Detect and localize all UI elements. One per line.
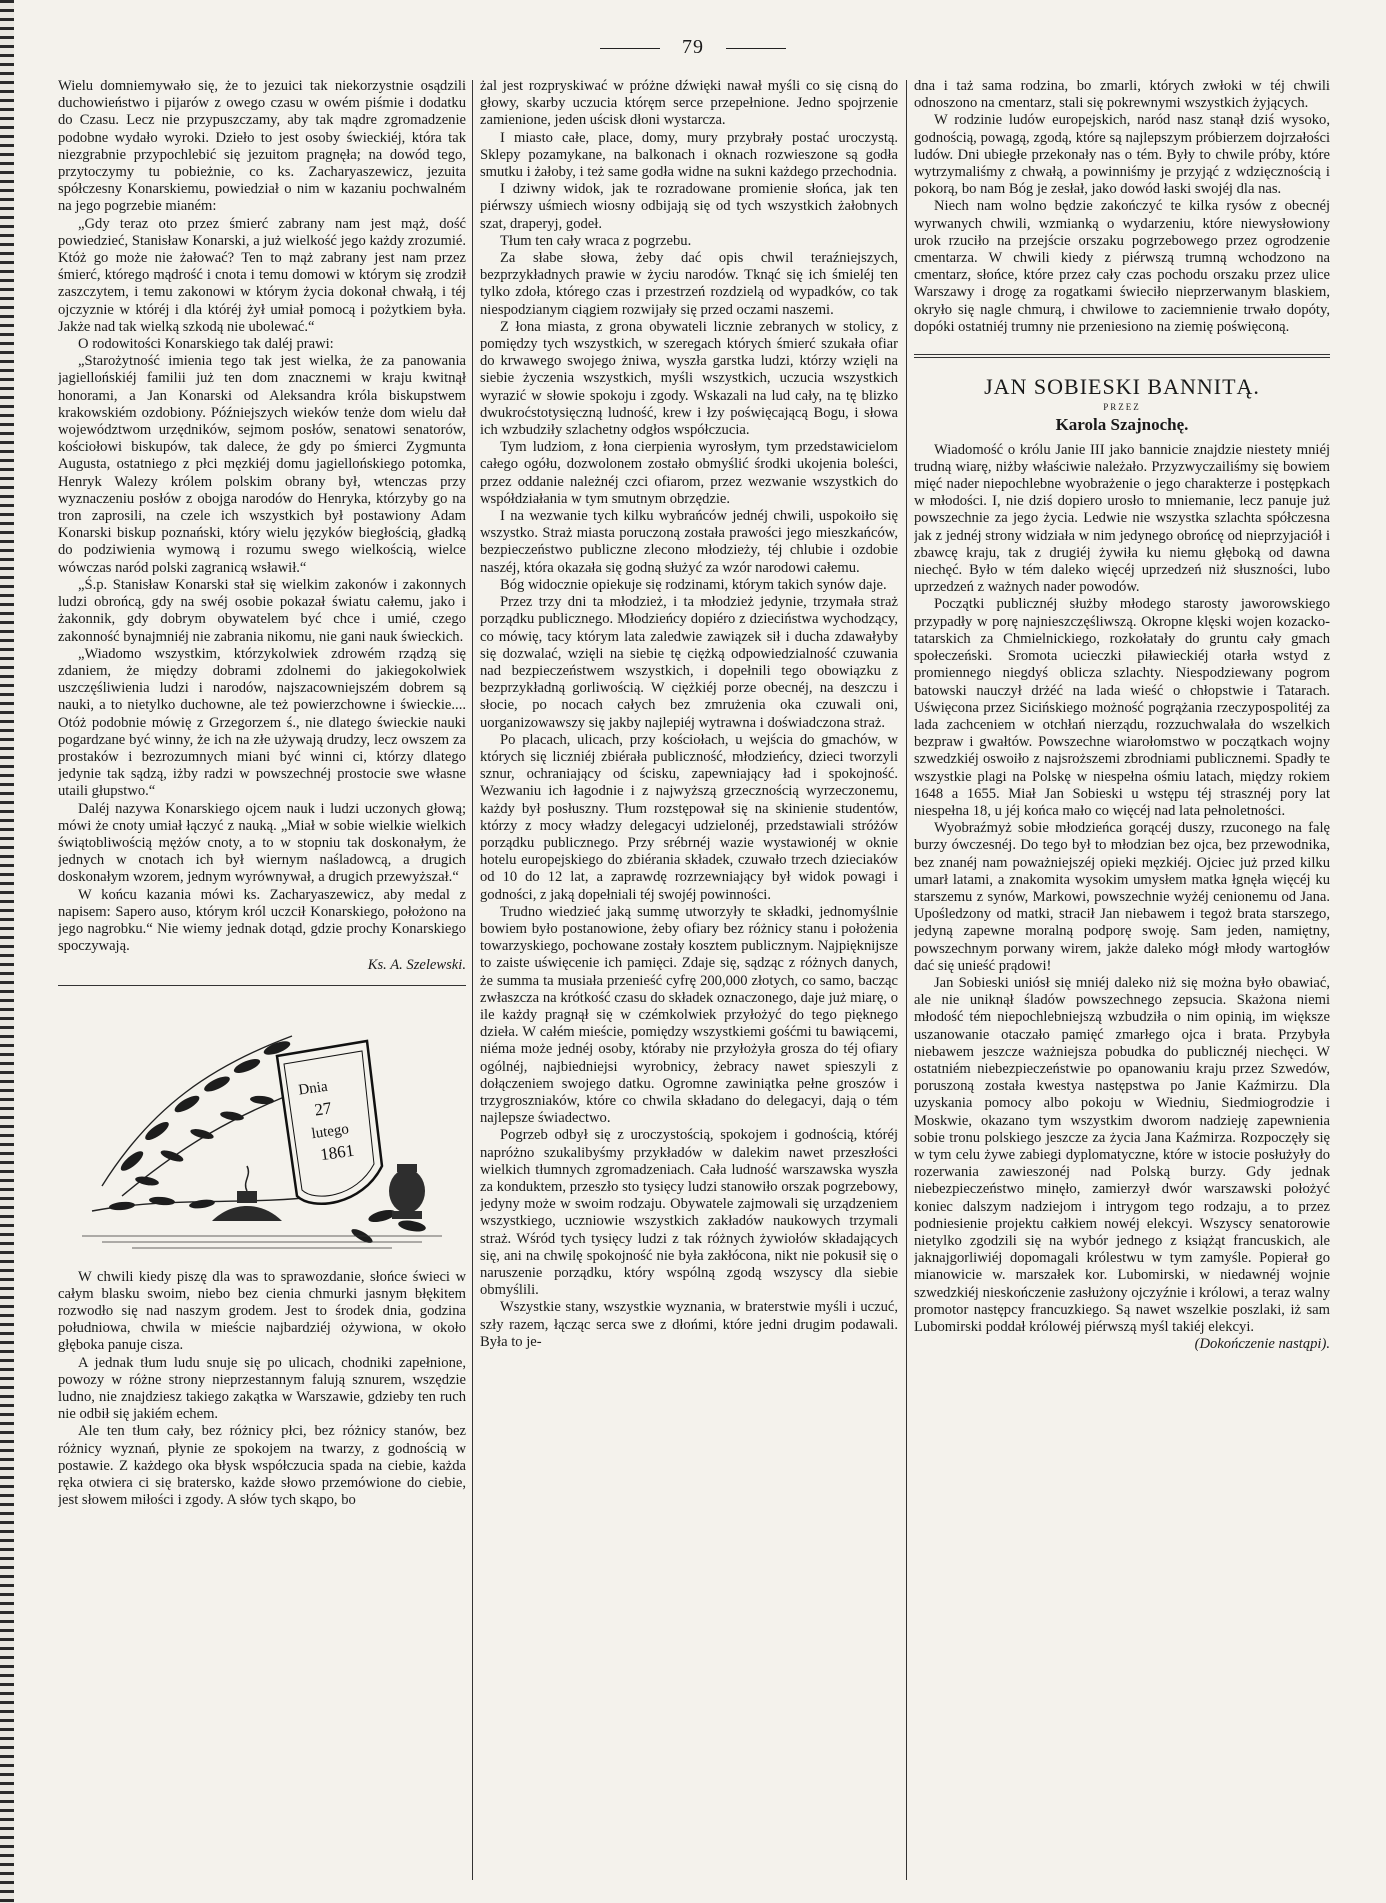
paragraph: Z łona miasta, z grona obywateli licznie zebranych w stolicy, z pomiędzy tych wszystkich, w szeregach których śmierć szukała ofiar do krwawego swojego żniwa, wyszła garstka ludzi, którzy wzięli na siebie życzenia wszystkich, myśli wszystkich, uczucia wszystkich wyrazić w słowie spokoju i zgody. Wskazali na lud cały, na tę blizko dwukroćstotysięczną ludność, krew i łzy poświęcającą Bogu, i słowa ich wzbudziły szlachetny odgłos współczucia. <box>480 318 898 439</box>
paragraph: „Ś.p. Stanisław Konarski stał się wielkim zakonów i zakonnych ludzi obrońcą, gdy na swéj osobie pokazał światu całemu, jako i żakonnik, gdy dobrym obywatelem być chce i umié, czego zakonność bynajmniéj nie zabrania nikomu, nie gani nauk świeckich. <box>58 576 466 645</box>
paragraph: W końcu kazania mówi ks. Zacharyaszewicz, aby medal z napisem: Sapero auso, którym król uczcił Konarskiego, położono na jego nagrobku.“ Nie wiemy jednak dotąd, gdzie prochy Konarskiego spoczywają. <box>58 886 466 955</box>
paragraph: W rodzinie ludów europejskich, naród nasz stanął dziś wysoko, godnością, powagą, zgodą, które są najlepszym próbierzem dojrzałości ludów. Dni ubiegłe przekonały nas o tém. Były to chwile próby, które wytrzymaliśmy z chwałą, a powinniśmy je przyjąć z wdzięcznością i pokorą, bo nam Bóg je zesłał, jako dowód łaski swojéj dla nas. <box>914 112 1330 198</box>
paragraph: Tłum ten cały wraca z pogrzebu. <box>500 232 692 249</box>
story-title: JAN SOBIESKI BANNITĄ. <box>984 374 1260 400</box>
paragraph: dna i taż sama rodzina, bo zmarli, których zwłoki w téj chwili odnoszono na cmentarz, stali się pokrewnymi wszystkich żyjących. <box>914 78 1330 112</box>
paragraph: Ale ten tłum cały, bez różnicy płci, bez różnicy stanów, bez różnicy wyznań, płynie ze spokojem na twarzy, z godnością w postawie. Z każdego oka błysk współczucia spada na ciebie, każda ręka otwiera ci się bratersko, każde słowo przemówione do ciebie, jest słowem miłości i zgody. A słów tych skąpo, bo <box>58 1423 466 1509</box>
memorial-engraving <box>58 996 466 1261</box>
inscription-line: 1861 <box>319 1140 356 1164</box>
story-byline-label: PRZEZ <box>1103 402 1141 413</box>
paragraph: Wielu domniemywało się, że to jezuici tak niekorzystnie osądzili duchowieństwo i pijarów z owego czasu w owém piśmie i dodatku do Czasu. Lecz nie przypuszczamy, aby tak mądre zgromadzenie podobne wydało wyroki. Dzieło to jest osoby świeckiéj, która tak niezgrabnie przypochlebić się jezuitom pragnęła; na dowód tego, przytoczymy tu pobieżnie, co ks. Zacharyaszewicz, jezuita spółczesny Konarskiemu, powiedział o nim w kazaniu pochwalném na jego pogrzebie mianém: <box>58 78 466 215</box>
paragraph: Niech nam wolno będzie zakończyć te kilka rysów z obecnéj wyrwanych chwili, wzmianką o wydarzeniu, które niewysłowiony urok rzuciło na przejście orszaku pogrzebowego przez ogrodzenie cmentarza. W chwili kiedy z piérwszą trumną wchodzono na cmentarz, słońce, które przez cały czas pochodu orszaku przez ulice Warszawy i drogę za rogatkami świeciło nieprzerwanym blaskiem, okryło się nagle chmurą, i chwilowe to zaciemnienie trwało dopóty, dopóki ostatniéj trumny nie przeniesiono na ziemię poświęconą. <box>914 198 1330 335</box>
column-rule-1 <box>472 80 473 1880</box>
paragraph: Przez trzy dni ta młodzież, i ta młodzież jedynie, trzymała straż porządku publicznego. Młodzieńcy dopiéro z dzieciństwa wychodzący, co mówię, tacy którym lata zaledwie zawiązek sił i ducha zdawałyby się dozwalać, wzięli na siebie tę ciężką odpowiedzialność czuwania nad bezpieczeństwem wszystkich, i dopełnili tego obowiązku z bezprzykładną gorliwością. W ciężkiéj porze obecnéj, na deszczu i słocie, po nocach całych bez zmrużenia oka czuwali oni, uorganizowawszy się jakby najlepiéj wytrawna i doświadczona straż. <box>480 594 898 731</box>
page-number-text: 79 <box>682 36 704 58</box>
paragraph: I dziwny widok, jak te rozradowane promienie słońca, jak ten piérwszy uśmiech wiosny odbijają się od tych wszystkich żałobnych szat, draperyj, godeł. <box>480 181 898 232</box>
paragraph: W chwili kiedy piszę dla was to sprawozdanie, słońce świeci w całym blasku swoim, niebo bez cienia chmurki jasnym błękitem rozwodło się nad naszym grodem. Jest to środek dnia, godzina południowa, chwila w mieście najbardziéj ożywiona, w około głęboka panuje cisza. <box>58 1268 466 1354</box>
paragraph: Po placach, ulicach, przy kościołach, u wejścia do gmachów, w których się liczniéj zbiérała publiczność, młodzieńcy, dzieci tworzyli sznur, ochraniający od ścisku, zapewniający ład i spokojność. Wezwaniu ich łagodnie i z najwyższą grzecznością wyrzeczonemu, każdy był posłuszny. Tłum rozstępował się na skinienie studentów, którzy z mocy władzy delegacyi udzielonéj, przedstawiali stróżów porządku publicznego. Przy srébrnéj wazie wystawionéj w oknie hotelu europejskiego do zbiérania składek, czuwało trzech dzieciaków od 10 do 12 lat, a zaprawdę rozrzewniający był widok powagi i godności, z jaką dopełniali téj swojéj powinności. <box>480 731 898 903</box>
article-signature: Ks. A. Szelewski. <box>367 957 466 974</box>
inscription-line: Dnia <box>297 1078 329 1099</box>
paragraph: żal jest rozpryskiwać w próżne dźwięki nawał myśli co się cisną do głowy, skarby uczucia któręm serce przepełnione. Jedno spojrzenie zamienione, jeden uścisk dłoni wystarcza. <box>480 78 898 129</box>
folio-rule-left <box>600 48 660 49</box>
memorial-engraving-illustration <box>58 996 466 1261</box>
paragraph: I miasto całe, place, domy, mury przybrały postać uroczystą. Sklepy pozamykane, na balkonach i oknach rozwieszone są godła smutku i żałoby, i też same godła widne na sukni każdego przechodnia. <box>480 129 898 181</box>
column-rule-2 <box>906 80 907 1880</box>
section-divider <box>58 985 466 986</box>
section-divider <box>914 354 1330 358</box>
paragraph: O rodowitości Konarskiego tak daléj prawi: <box>78 336 334 353</box>
paragraph: Pogrzeb odbył się z uroczystością, spokojem i godnością, któréj napróżno szukalibyśmy przykładów w dalekim nawet przeszłości wielkich tłumnych zgromadzeniach. Cała ludność warszawska wyszła za konduktem, przeszło sto tysięcy ludzi stanowiło orszak pogrzebowy, jedyny może w swoim rodzaju. Obywatele zajmowali się urządzeniem wszystkiego, uczniowie wszystkich zakładów naukowych trzymali straż. Wśród tych tysięcy ludzi z tak różnych żywiołów składających się, ani na chwilę spokojność nie była zakłócona, nikt nie pokusił się o naruszenie porządku, który wspólną zgodą wszyscy dla siebie obmyślili. <box>480 1127 898 1299</box>
paragraph: „Wiadomo wszystkim, którzykolwiek zdrowém rządzą się zdaniem, że między dobrami zdolnemi do jakiegokolwiek uszczęśliwienia ludzi i narodów, najszacowniejszém dobrem są nauki, a to nietylko duchowne, ale też powierzchowne i świeckie.... Otóż podobnie mówię z Grzegorzem ś., nie dlatego świeckie nauki pogardzane być winny, że ich na złe używają drudzy, lecz owszem za prostaków i bezrozumnych miani być winni ci, którzy dlatego jedynie tak sądzą, iżby radzi w powszechnéj prostocie swe własne utaili głupstwo.“ <box>58 645 466 800</box>
page-number <box>0 36 1386 59</box>
paragraph: Wszystkie stany, wszystkie wyznania, w braterstwie myśli i uczuć, szły razem, łącząc serca swe z dłońmi, które jedni drugim podawali. Była to je- <box>480 1299 898 1350</box>
paragraph: Wiadomość o królu Janie III jako bannicie znajdzie niestety mniéj trudną wiarę, niżby właściwie należało. Przyzwyczailiśmy się bowiem mięć nader niepochlebne wyobrażenie o jego charakterze i postępkach w młodości. I, nie dziś dopiero urosło to mniemanie, lecz panuje już powszechnie za jego życia. Ledwie nie wszystka szlachta spółczesna jak z jednéj strony widziała w nim jedynego obrońcę od nieprzyjaciół i zbawcę kraju, tak z drugiéj żywiła ku niemu głęboką od dawna niechęć. Było w tém daleko więcéj uprzedzeń niż słuszności, lubo uprzedzeń z ważnych nader powodów. <box>914 441 1330 596</box>
column-3 <box>914 78 1330 1888</box>
paragraph: Trudno wiedzieć jaką summę utworzyły te składki, jednomyślnie bowiem było postanowione, żeby ofiary bez różnicy stanu i położenia towarzyskiego, pochowane zostały kosztem publicznym. Najpięknijsze to zaiste uświęcenie ich pamięci. Zdaje się, sądząc z różnych danych, że summa ta musiała przenieść cyfrę 200,000 złotych, co samo, bacząc zwłaszcza na krótkość czasu do składek oznaczonego, daje już miarę, o ile każdy pragnął się w czémkolwiek przyłożyć do tego pięknego dzieła. W całém mieście, pomiędzy wszystkiemi gośćmi tu bawiącemi, niéma może jednéj osoby, któraby nie przyłożyła grosza do téj ofiary ogólnéj, najbiedniejsi wyrobnicy, żebracy nawet spieszyli z dołączeniem swojego datku. Ogromne zawiniątka pełne groszów i trzygroszniaków, które co chwila składano do delegacyi, dają o tém najlepsze świadectwo. <box>480 903 898 1127</box>
inscription-line: lutego <box>310 1120 350 1142</box>
continuation-note: (Dokończenie nastąpi). <box>1194 1336 1330 1353</box>
paragraph: A jednak tłum ludu snuje się po ulicach, chodniki zapełnione, powozy w różne strony nieprzestannym falują sznurem, wszędzie ludno, nie znajdziesz takiego zakątka w Warszawie, gdzieby ten ruch nie odbił się jakiém echem. <box>58 1354 466 1423</box>
paragraph: „Gdy teraz oto przez śmierć zabrany nam jest mąż, dość powiedzieć, Stanisław Konarski, a już wielkość jego każdy zrozumié. Któż go może nie żałować? Ten to mąż zabrany jest nam przez śmierć, którego mądrość i cnota i temu domowi w którym się zrodził zaszczytem, i temu zakonowi w którym życia dokonał chwałą, i téj ojczyznie w któréj i dla któréj żył umiał pomocą i pożytkiem była. Jakże nad tak wielką szkodą nie ubolewać.“ <box>58 215 466 335</box>
story-author: Karola Szajnochę. <box>1055 415 1189 435</box>
folio-rule-right <box>726 48 786 49</box>
paragraph: Daléj nazywa Konarskiego ojcem nauk i ludzi uczonych głową; mówi że cnoty umiał łączyć z nauką. „Miał w sobie wielkie wielkich świątobliwością mężów cnoty, a to w stopniu tak doskonałym, że jednych w cnotach ich był wiernym naśladowcą, a drugich doskonałym wzorem, jednym wyrównywał, a drugich przewyższał.“ <box>58 800 466 886</box>
paragraph: Początki publicznéj służby młodego starosty jaworowskiego przypadły w porę najnieszczęśliwszą. Okropne klęski wojen kozacko-tatarskich za Chmielnickiego, rozkołatały do gruntu cały gmach społeczeński. Sromota ucieczki piławieckiéj otarła wstyd z promiennego niegdyś oblicza szlachty. Niespodziewany pogrom batowski nauczył drżéć na lada wieść o chłopstwie i Tatarach. Uświęcona przez Sicińskiego możność pogrążania rzeczypospolitéj za lada zachceniem w otchłań nierządu, rozzuchwalała do wszelkich bezpraw i gwałtów. Powszechne wiarołomstwo w początkach wojny szwedzkiéj oswoiło z najsroższemi zbrodniami publicznemi. Spadły te wszystkie plagi na Polskę w niespełna ośmiu latach, między rokiem 1648 a 1655. Miał Jan Sobieski u wstępu téj strasznéj pory lat niespełna 18, u jéj końca mało co więcéj nad lata pełnoletności. <box>914 596 1330 819</box>
paragraph: Za słabe słowa, żeby dać opis chwil teraźniejszych, bezprzykładnych prawie w życiu narodów. Tknąć się ich śmieléj ten tylko zdoła, którego czas i przestrzeń rozdzielą od wypadków, co tak niespodzianym ciągiem rozwijały się przed oczami naszemi. <box>480 250 898 318</box>
paragraph: Wyobraźmyż sobie młodzieńca gorącéj duszy, rzuconego na falę burzy ówczesnéj. Do tego był to młodzian bez ojca, bez przewodnika, bez znanéj nam poważniejszéj opieki męzkiéj. Ojciec już przed kilku umarł latami, a znakomita wysokim umysłem matka łgnęła więcéj ku starszemu z synów, Markowi, powszechnie wyżéj cenionemu od Jana. Upośledzony od matki, stracił Jan niebawem i tegoż brata starszego, jedyną zapewne moralną podporę swoję. Sam jeden, namiętny, powszechnym porwany wirem, jakże daleko mógł młody wartogłów dać się unieść prądowi! <box>914 820 1330 974</box>
inscription-line: 27 <box>313 1097 333 1120</box>
paragraph: I na wezwanie tych kilku wybrańców jednéj chwili, uspokoiło się wszystko. Straż miasta poruczoną została prawości jego mieszkańców, bezpieczeństwo publiczne zlecono młodzieży, téj chlubie i ozdobie naszéj, która okazała się godną służyć za wzór narodowi całemu. <box>480 508 898 576</box>
paragraph: Tym ludziom, z łona cierpienia wyrosłym, tym przedstawicielom całego ogółu, dozwolonem zostało obmyślić środki ukojenia boleści, przez oddanie należnéj czci ofiarom, przez wezwanie wszystkich do współdziałania w tym smutnym obrzędzie. <box>480 439 898 507</box>
column-2 <box>480 78 898 1888</box>
paragraph: Bóg widocznie opiekuje się rodzinami, którym takich synów daje. <box>500 576 887 593</box>
column-1 <box>58 78 466 1888</box>
paragraph: „Starożytność imienia tego tak jest wielka, że za panowania jagiellońskiéj familii już ten dom znacznemi w kraju kwitnął honorami, a Jan Konarski od Aleksandra króla biskupstwem krakowskiém ozdobiony. Późniejszych wieków tenże dom wielu dał województwom urzędników, sejmom posłów, senatowi senatorów, kościołowi biskupów, tak dalece, że gdy po śmierci Zygmunta Augusta, ostatniego z płci męzkiéj domu jagiellońskiego potomka, Henryk Walezy królem polskim obrany był, wtenczas przy wyznaczeniu posłów z obojga narodów do Henryka, którzyby go na tron zaprosili, na czele ich wszystkich był postawiony Adam Konarski biskup poznański, który wielu języków biegłością, gładką do podziwienia wymową i rozumu swego wielkością, wielce wówczas naród polski zagranicą wsławił.“ <box>58 353 466 576</box>
binding-edge <box>0 0 14 1903</box>
paragraph: Jan Sobieski uniósł się mniéj daleko niż się można było obawiać, ale nie uniknął śladów powszechnego zepsucia. Skażona niemi młodość tém niepochlebniejszą wzbudziła o nim opinią, im większe uszanowanie otaczało pamięć zmarłego ojca i brata. Przybyła niebawem jeszcze ważniejsza pobudka do publicznéj niechęci. W ostatniém niebezpieczeństwie po opanowaniu kraju przez Szwedów, poruszoną została kwestya następstwa po Janie Kaźmirzu. Dla uzyskania pomocy albo pokoju w Wiedniu, Siedmiogrodzie i Moskwie, okazano tym wszystkim dworom nadzieję zapewnienia sobie tronu polskiego jeszcze za życia Jana Kaźmirza. Rozpoczęły się w tym celu żywe zabiegi dyplomatyczne, które w istocie posłużyły do rozerwania zawieszonéj nad Polską burzy. Gdy jednak niebezpieczeństwo minęło, zamierzył dwór warszawski położyć koniec dalszym nadziejom i intrygom tego rodzaju, a to przez podniesienie projektu całkiem nowéj elekcyi. Wszyscy senatorowie nietylko zgodzili się na wybór jednego z książąt francuskich, ale jaknajgorliwiéj dopomagali królestwu w tym zamyśle. Popierał go mianowicie w. marszałek kor. Lubomirski, w niedawnéj wojnie szwedzkiéj nieskończenie zasłużony ojczyźnie i królowi, a teraz walny promotor następcy francuzkiego. Są nawet wszelkie poszlaki, iż sam Lubomirski poddał królowéj piérwszą myśl takiéj elekcyi. <box>914 974 1330 1336</box>
